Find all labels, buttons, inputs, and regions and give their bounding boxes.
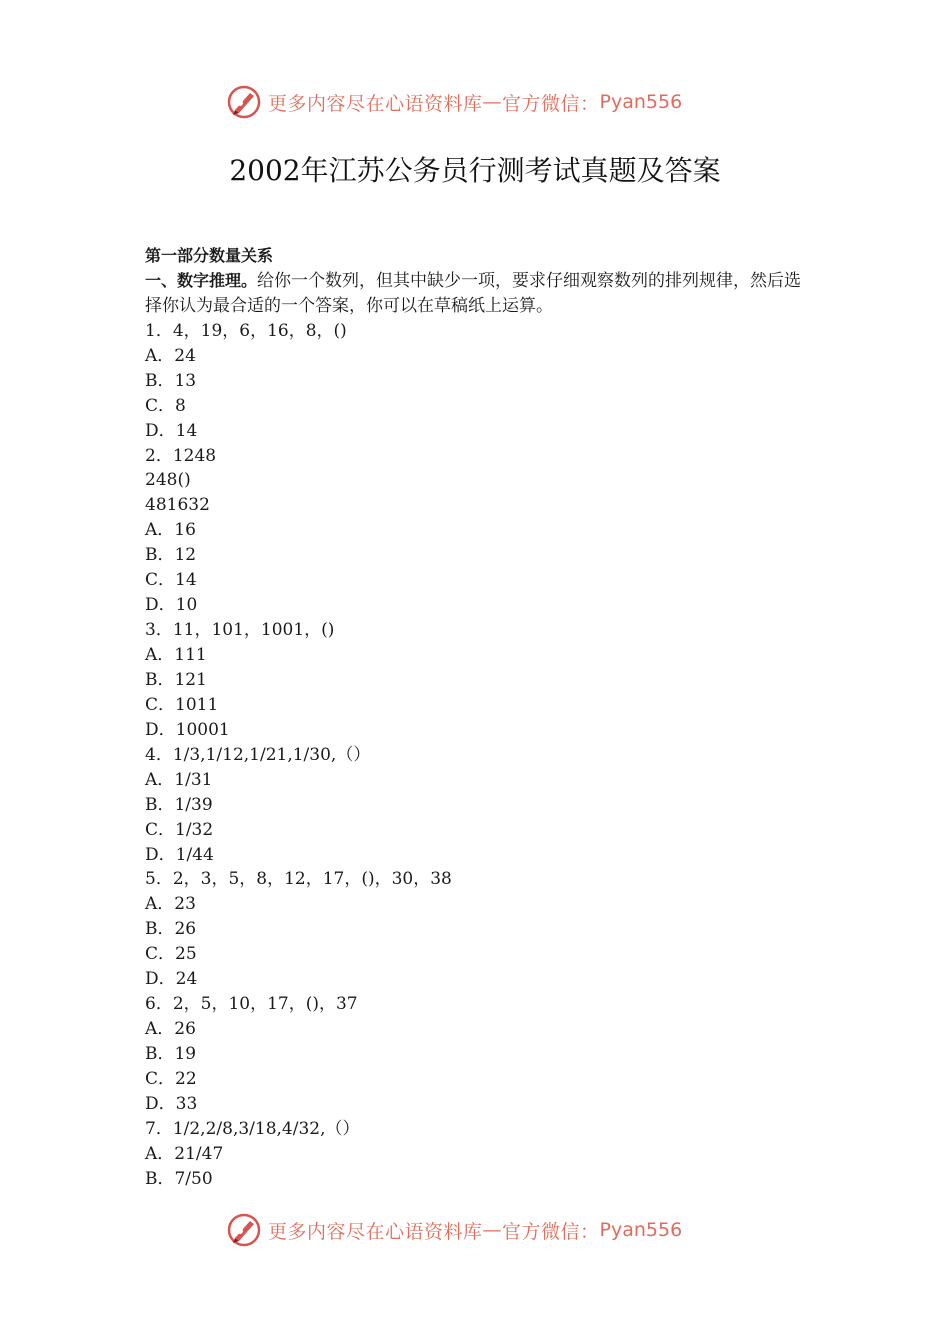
question-line: 3．11，101，1001，()	[145, 620, 335, 641]
question-line: C．1/32	[145, 819, 214, 840]
question-line: B．12	[145, 545, 197, 566]
footer-banner	[0, 1210, 950, 1250]
document-body	[145, 244, 810, 1192]
question-line: A．21/47	[145, 1143, 224, 1164]
banner-dash: —	[482, 91, 503, 113]
section-heading: 第一部分数量关系	[145, 246, 274, 265]
document-title: 2002年江苏公务员行测考试真题及答案	[229, 154, 721, 187]
question-line: 5．2，3，5，8，12，17，()，30，38	[145, 869, 452, 890]
intro-bold-label: 一、数字推理。	[145, 270, 258, 290]
question-line: B．7/50	[145, 1168, 213, 1189]
question-line: A．16	[145, 520, 196, 541]
question-line: B．1/39	[145, 794, 213, 815]
banner-wechat-label: 官方微信：	[502, 1220, 600, 1243]
question-line: 248()	[145, 470, 191, 491]
question-line: C．25	[145, 944, 197, 965]
intro-text: 给你一个数列，但其中缺少一项，要求仔细观察数列的排列规律，然后选择你认为最合适的一个答案，你可以在草稿纸上运算。	[145, 270, 802, 316]
question-line: D．1/44	[145, 844, 214, 865]
banner-wechat-id: Pyan556	[599, 1219, 683, 1241]
question-line: D．10001	[145, 719, 230, 740]
banner-slogan: 更多内容尽在心语资料库	[268, 92, 483, 115]
pen-logo-icon	[226, 84, 262, 120]
question-line: 4．1/3,1/12,1/21,1/30,（）	[145, 744, 371, 765]
question-line: B．121	[145, 669, 207, 690]
question-line: 6．2，5，10，17，()，37	[145, 994, 358, 1015]
question-line: 2．1248	[145, 445, 217, 466]
question-line: C．8	[145, 395, 186, 416]
question-line: 481632	[145, 495, 210, 516]
question-line: 1．4，19，6，16，8，()	[145, 320, 347, 341]
question-line: C．14	[145, 570, 197, 591]
question-line: D．14	[145, 420, 198, 441]
header-banner	[0, 82, 950, 122]
question-line: 7．1/2,2/8,3/18,4/32,（）	[145, 1118, 360, 1139]
question-line: C．22	[145, 1068, 197, 1089]
question-line: C．1011	[145, 694, 219, 715]
question-line: A．111	[145, 645, 207, 666]
banner-dash: —	[482, 1219, 503, 1241]
question-line: B．19	[145, 1044, 197, 1065]
intro-paragraph	[145, 269, 810, 319]
banner-slogan: 更多内容尽在心语资料库	[268, 1220, 483, 1243]
question-line: A．26	[145, 1019, 196, 1040]
question-list	[145, 319, 810, 1192]
question-line: B．13	[145, 370, 197, 391]
banner-wechat-label: 官方微信：	[502, 92, 600, 115]
question-line: D．33	[145, 1093, 198, 1114]
question-line: D．24	[145, 969, 198, 990]
banner-wechat-id: Pyan556	[599, 91, 683, 113]
question-line: A．23	[145, 894, 196, 915]
question-line: B．26	[145, 919, 197, 940]
pen-logo-icon	[226, 1212, 262, 1248]
question-line: A．1/31	[145, 769, 213, 790]
question-line: D．10	[145, 595, 198, 616]
question-line: A．24	[145, 345, 196, 366]
